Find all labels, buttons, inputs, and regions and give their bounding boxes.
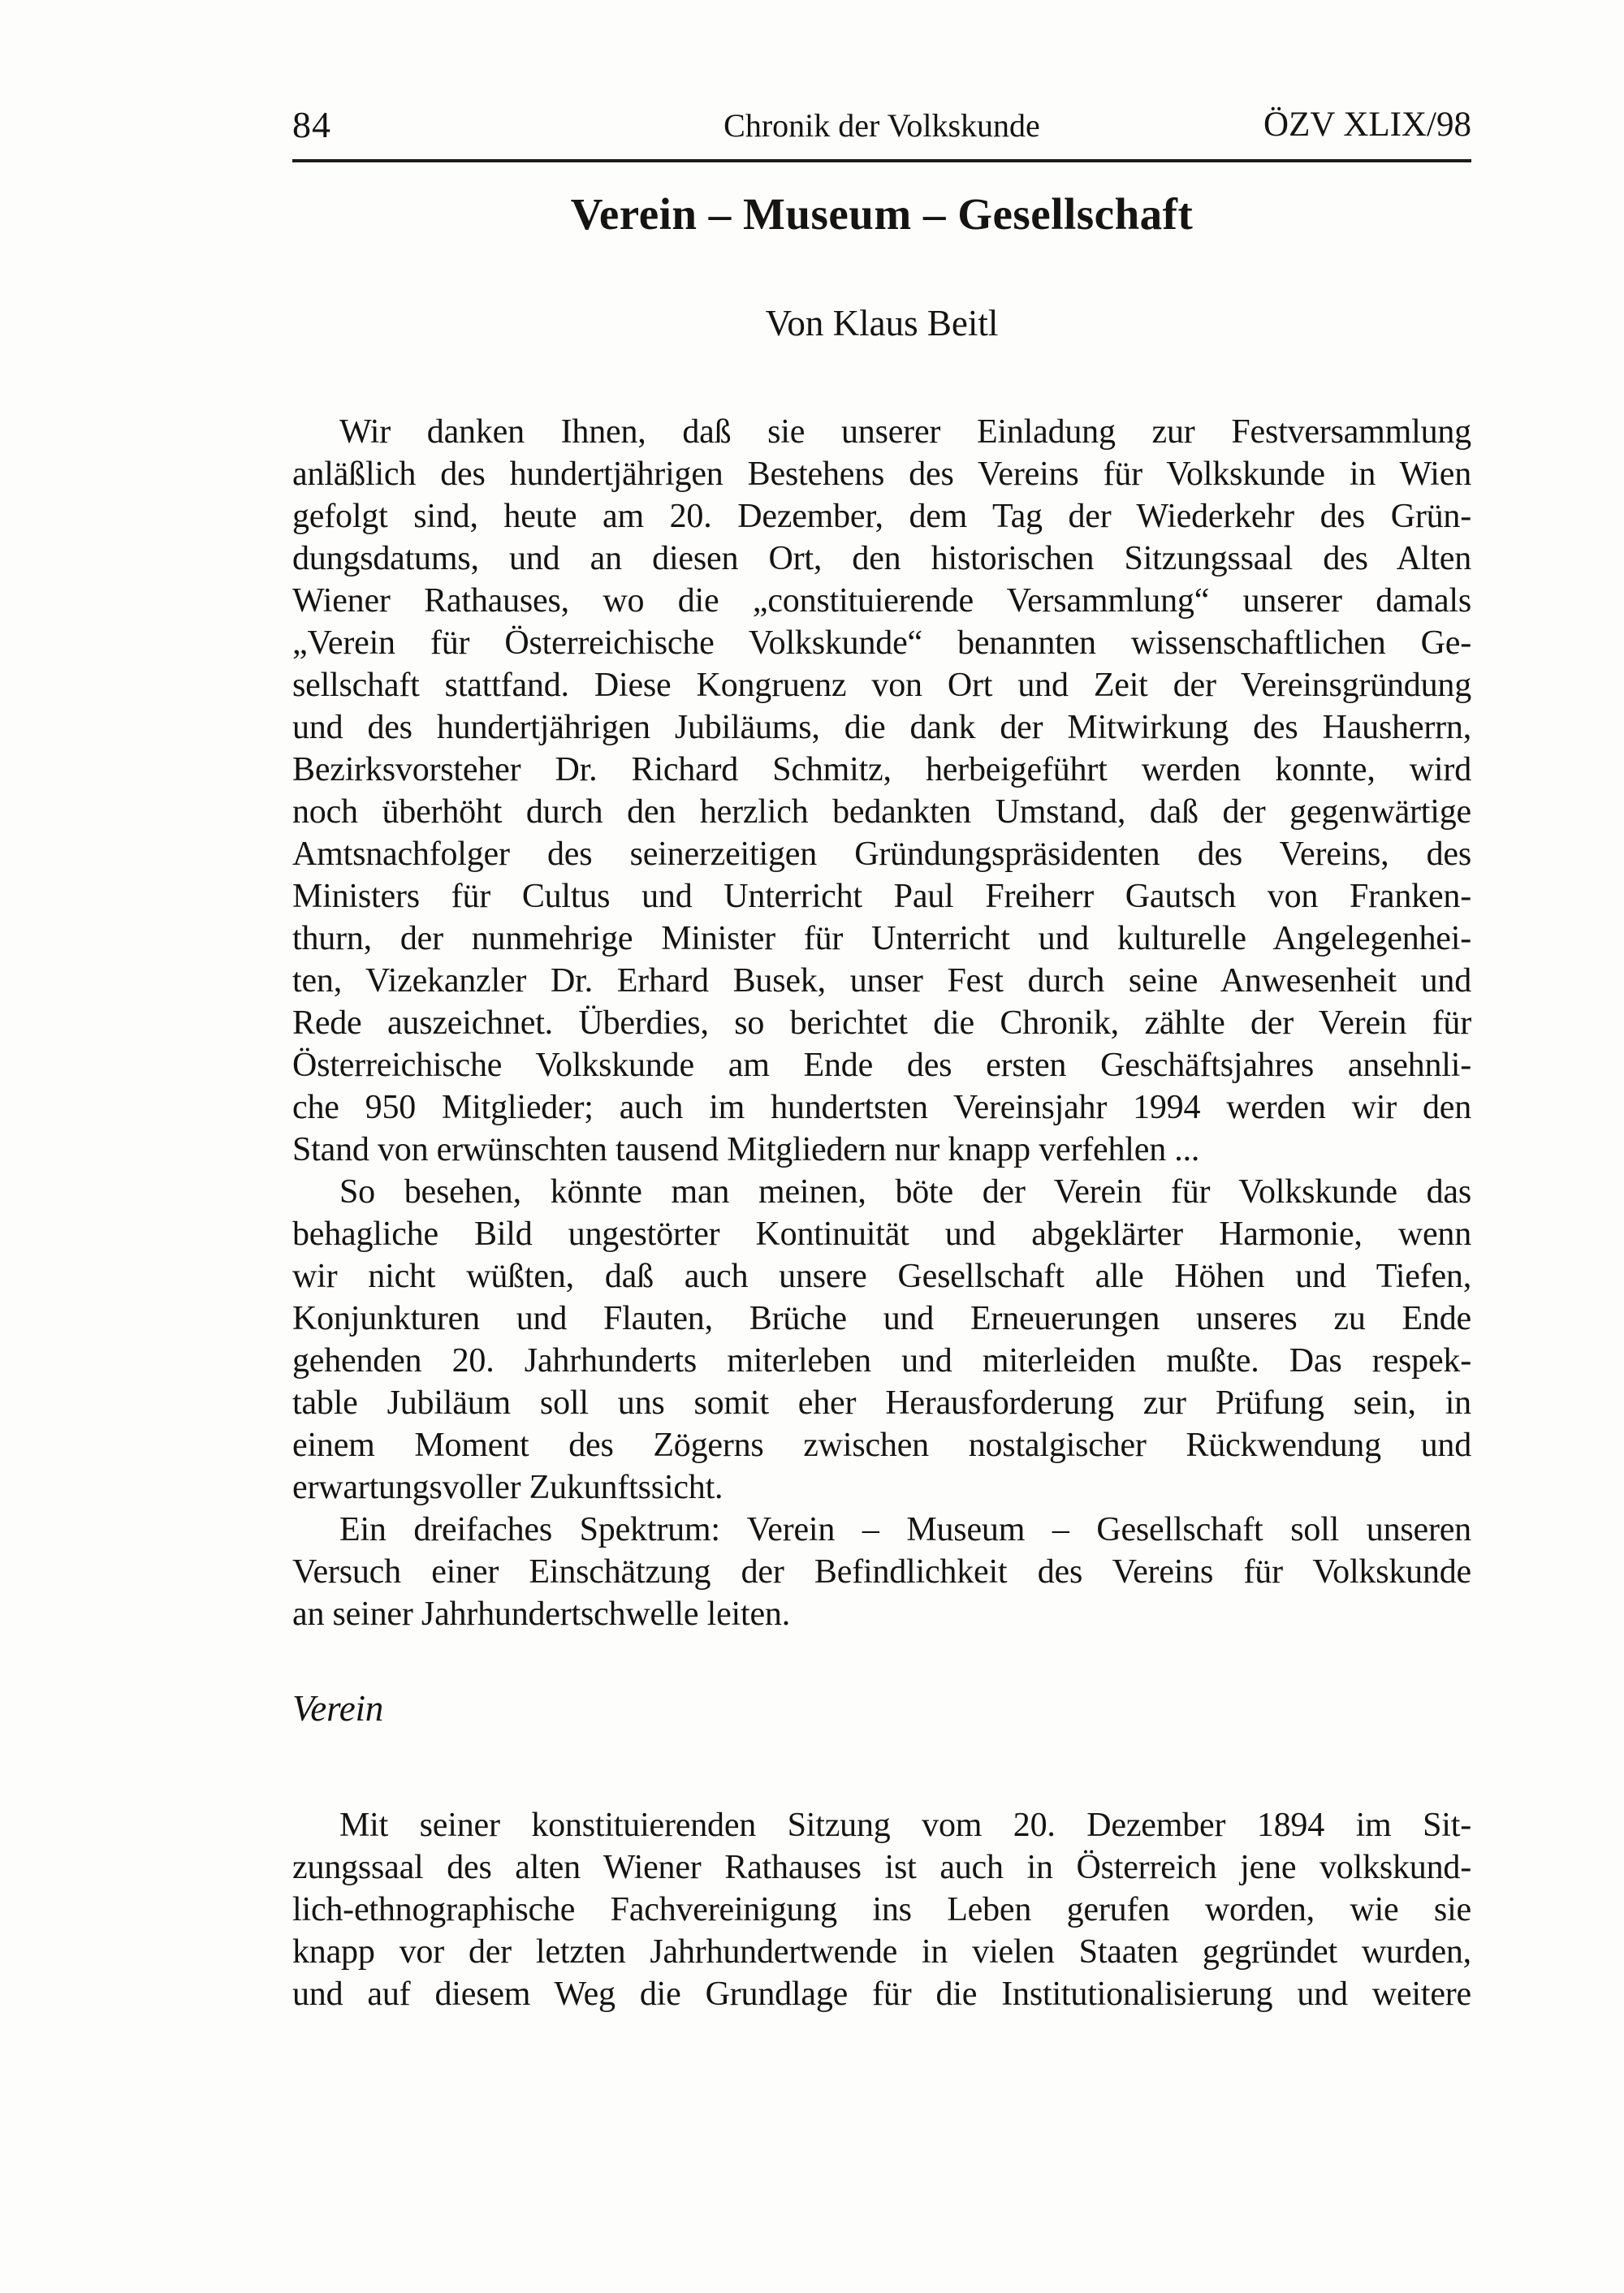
article-title: Verein – Museum – Gesellschaft <box>570 189 1194 239</box>
text-line: erwartungsvoller Zukunftssicht. <box>292 1469 723 1506</box>
text-line: knapp vor der letzten Jahrhundertwende in vielen Staaten gegründet wurden, <box>292 1933 1471 1971</box>
text-line: Rede auszeichnet. Überdies, so berichtet die Chronik, zählte der Verein für <box>292 1004 1471 1042</box>
text-line: Amtsnachfolger des seinerzeitigen Gründungspräsidenten des Vereins, des <box>292 836 1471 873</box>
text-line: behagliche Bild ungestörter Kontinuität und abgeklärter Harmonie, wenn <box>292 1216 1471 1253</box>
text-line: table Jubiläum soll uns somit eher Herausforderung zur Prüfung sein, in <box>292 1384 1471 1422</box>
text-line: thurn, der nunmehrige Minister für Unterricht und kulturelle Angelegenhei- <box>292 920 1471 957</box>
text-line: che 950 Mitglieder; auch im hundertsten Vereinsjahr 1994 werden wir den <box>292 1089 1471 1126</box>
text-line: anläßlich des hundertjährigen Bestehens des Vereins für Volkskunde in Wien <box>292 456 1471 493</box>
header-rule <box>292 159 1471 162</box>
text-line: dungsdatums, und an diesen Ort, den historischen Sitzungssaal des Alten <box>292 540 1471 577</box>
article-body <box>292 411 1471 2015</box>
text-line: und auf diesem Weg die Grundlage für die Institutionalisierung und weitere <box>292 1976 1471 2013</box>
section-heading: Verein <box>292 1688 384 1729</box>
article-byline: Von Klaus Beitl <box>765 303 999 343</box>
text-line: Ministers für Cultus und Unterricht Paul Freiherr Gautsch von Franken- <box>292 878 1471 915</box>
text-line: Stand von erwünschten tausend Mitgliedern nur knapp verfehlen ... <box>292 1131 1200 1168</box>
text-line: noch überhöht durch den herzlich bedankten Umstand, daß der gegenwärtige <box>292 793 1471 831</box>
running-title: Chronik der Volkskunde <box>723 107 1040 144</box>
text-line: ten, Vizekanzler Dr. Erhard Busek, unser Fest durch seine Anwesenheit und <box>292 962 1471 1000</box>
text-line: lich-ethnographische Fachvereinigung ins Leben gerufen worden, wie sie <box>292 1891 1471 1928</box>
journal-reference: ÖZV XLIX/98 <box>1263 106 1471 144</box>
running-header <box>292 99 1471 146</box>
text-line: Bezirksvorsteher Dr. Richard Schmitz, herbeigeführt werden konnte, wird <box>292 751 1471 788</box>
text-line: zungssaal des alten Wiener Rathauses ist auch in Österreich jene volkskund- <box>292 1849 1471 1886</box>
text-line: sellschaft stattfand. Diese Kongruenz von Ort und Zeit der Vereinsgründung <box>292 667 1471 704</box>
text-line: einem Moment des Zögerns zwischen nostalgischer Rückwendung und <box>292 1427 1471 1464</box>
text-line: und des hundertjährigen Jubiläums, die dank der Mitwirkung des Hausherrn, <box>292 709 1471 746</box>
text-line: So besehen, könnte man meinen, böte der Verein für Volkskunde das <box>339 1173 1471 1211</box>
text-line: Versuch einer Einschätzung der Befindlichkeit des Vereins für Volkskunde <box>292 1553 1471 1591</box>
text-line: Mit seiner konstituierenden Sitzung vom 20. Dezember 1894 im Sit- <box>339 1807 1471 1844</box>
paragraph <box>292 1804 1471 2015</box>
text-line: Konjunkturen und Flauten, Brüche und Erneuerungen unseres zu Ende <box>292 1300 1471 1337</box>
text-line: wir nicht wüßten, daß auch unsere Gesellschaft alle Höhen und Tiefen, <box>292 1258 1471 1295</box>
text-line: „Verein für Österreichische Volkskunde“ benannten wissenschaftlichen Ge- <box>292 624 1471 662</box>
text-line: gefolgt sind, heute am 20. Dezember, dem Tag der Wiederkehr des Grün- <box>292 498 1471 535</box>
paragraph <box>292 411 1471 1171</box>
paragraph <box>292 1171 1471 1509</box>
paragraph <box>292 1509 1471 1635</box>
text-line: Österreichische Volkskunde am Ende des ersten Geschäftsjahres ansehnli- <box>292 1047 1471 1084</box>
text-line: Wiener Rathauses, wo die „constituierende Versammlung“ unserer damals <box>292 582 1471 620</box>
text-line: an seiner Jahrhundertschwelle leiten. <box>292 1596 791 1633</box>
page-number: 84 <box>292 104 331 145</box>
text-line: Ein dreifaches Spektrum: Verein – Museum – Gesellschaft soll unseren <box>339 1511 1471 1548</box>
text-line: gehenden 20. Jahrhunderts miterleben und miterleiden mußte. Das respek- <box>292 1342 1471 1380</box>
text-line: Wir danken Ihnen, daß sie unserer Einladung zur Festversammlung <box>339 413 1471 451</box>
